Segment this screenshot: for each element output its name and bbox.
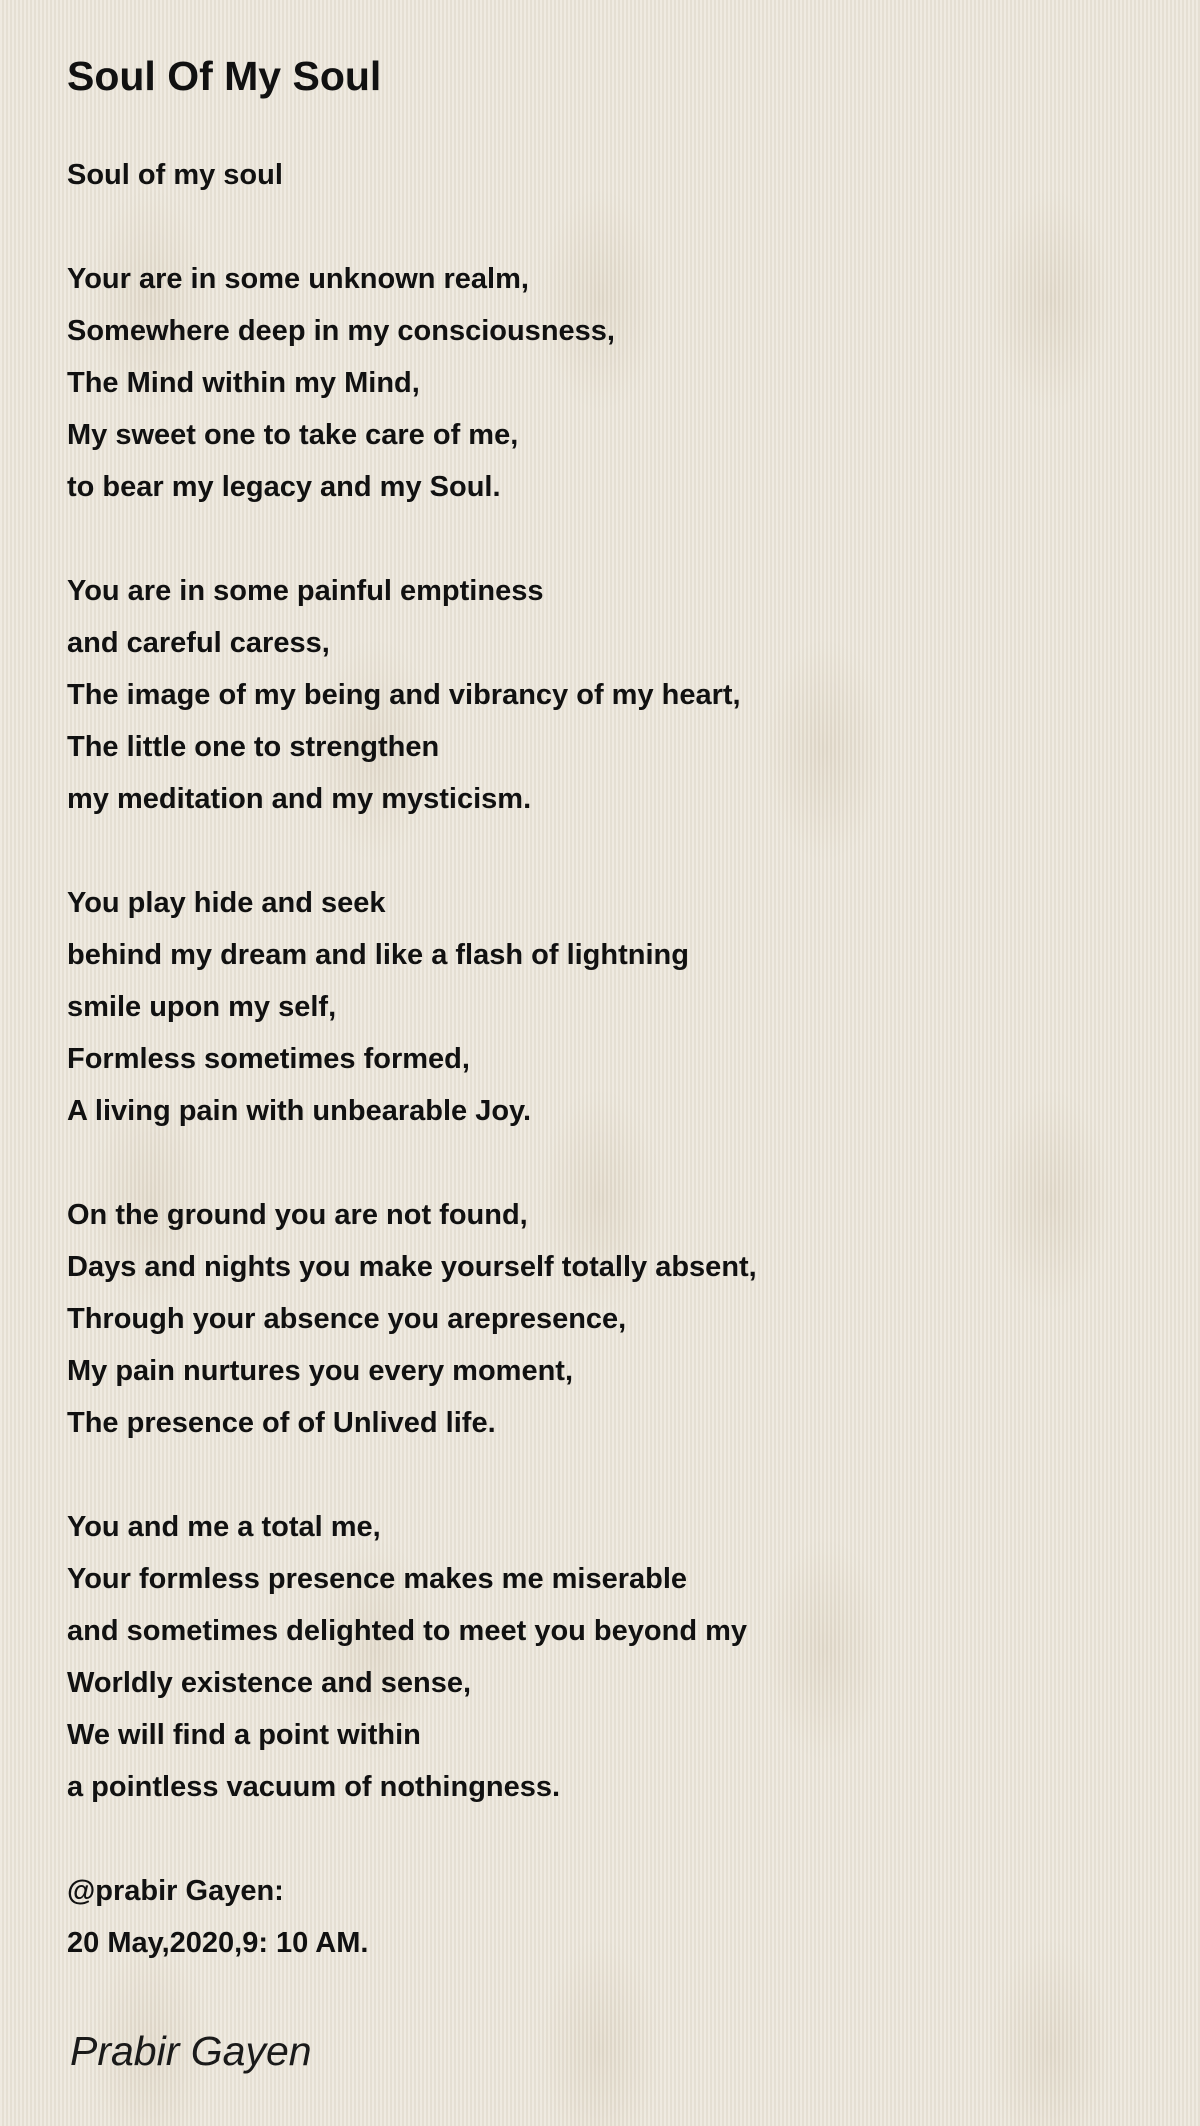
poem-line: Somewhere deep in my consciousness, — [67, 315, 615, 347]
poem-line: behind my dream and like a flash of lightning — [67, 939, 689, 971]
poem-line: The Mind within my Mind, — [67, 367, 420, 399]
poem-line: On the ground you are not found, — [67, 1199, 528, 1231]
poem-line: Your are in some unknown realm, — [67, 263, 529, 295]
poem-line: and sometimes delighted to meet you beyond my — [67, 1615, 748, 1647]
poem-line: a pointless vacuum of nothingness. — [67, 1771, 561, 1803]
poem-line: We will find a point within — [67, 1719, 421, 1751]
poem-line — [67, 1813, 1147, 1865]
poem-line — [67, 1449, 1147, 1501]
poem-line: Formless sometimes formed, — [67, 1043, 470, 1075]
poem-line — [67, 825, 1147, 877]
poem-line: The little one to strengthen — [67, 731, 440, 763]
poem-line: my meditation and my mysticism. — [67, 783, 532, 815]
poem-line — [67, 201, 1147, 253]
poem-line: to bear my legacy and my Soul. — [67, 471, 501, 503]
poem-title: Soul Of My Soul — [67, 53, 382, 99]
poem-line: Through your absence you arepresence, — [67, 1303, 627, 1335]
author-name: Prabir Gayen — [70, 2028, 312, 2074]
poem-line: My sweet one to take care of me, — [67, 419, 519, 451]
poem-line: My pain nurtures you every moment, — [67, 1355, 574, 1387]
poem-line: The presence of of Unlived life. — [67, 1407, 496, 1439]
poem-body — [67, 149, 1147, 1969]
poem-line: Days and nights you make yourself totally absent, — [67, 1251, 757, 1283]
poem-date-line: 20 May,2020,9: 10 AM. — [67, 1927, 369, 1959]
poem-line: smile upon my self, — [67, 991, 337, 1023]
poem-line: Soul of my soul — [67, 159, 283, 191]
poem-line — [67, 1137, 1147, 1189]
poem-line: The image of my being and vibrancy of my heart, — [67, 679, 741, 711]
poem-line: and careful caress, — [67, 627, 330, 659]
poem-line: You are in some painful emptiness — [67, 575, 544, 607]
poem-line: Your formless presence makes me miserable — [67, 1563, 688, 1595]
poem-line: Worldly existence and sense, — [67, 1667, 472, 1699]
poem-line: You and me a total me, — [67, 1511, 381, 1543]
poem-line: You play hide and seek — [67, 887, 386, 919]
poem-line — [67, 513, 1147, 565]
poem-line: A living pain with unbearable Joy. — [67, 1095, 532, 1127]
poem-signature-line: @prabir Gayen: — [67, 1875, 284, 1907]
